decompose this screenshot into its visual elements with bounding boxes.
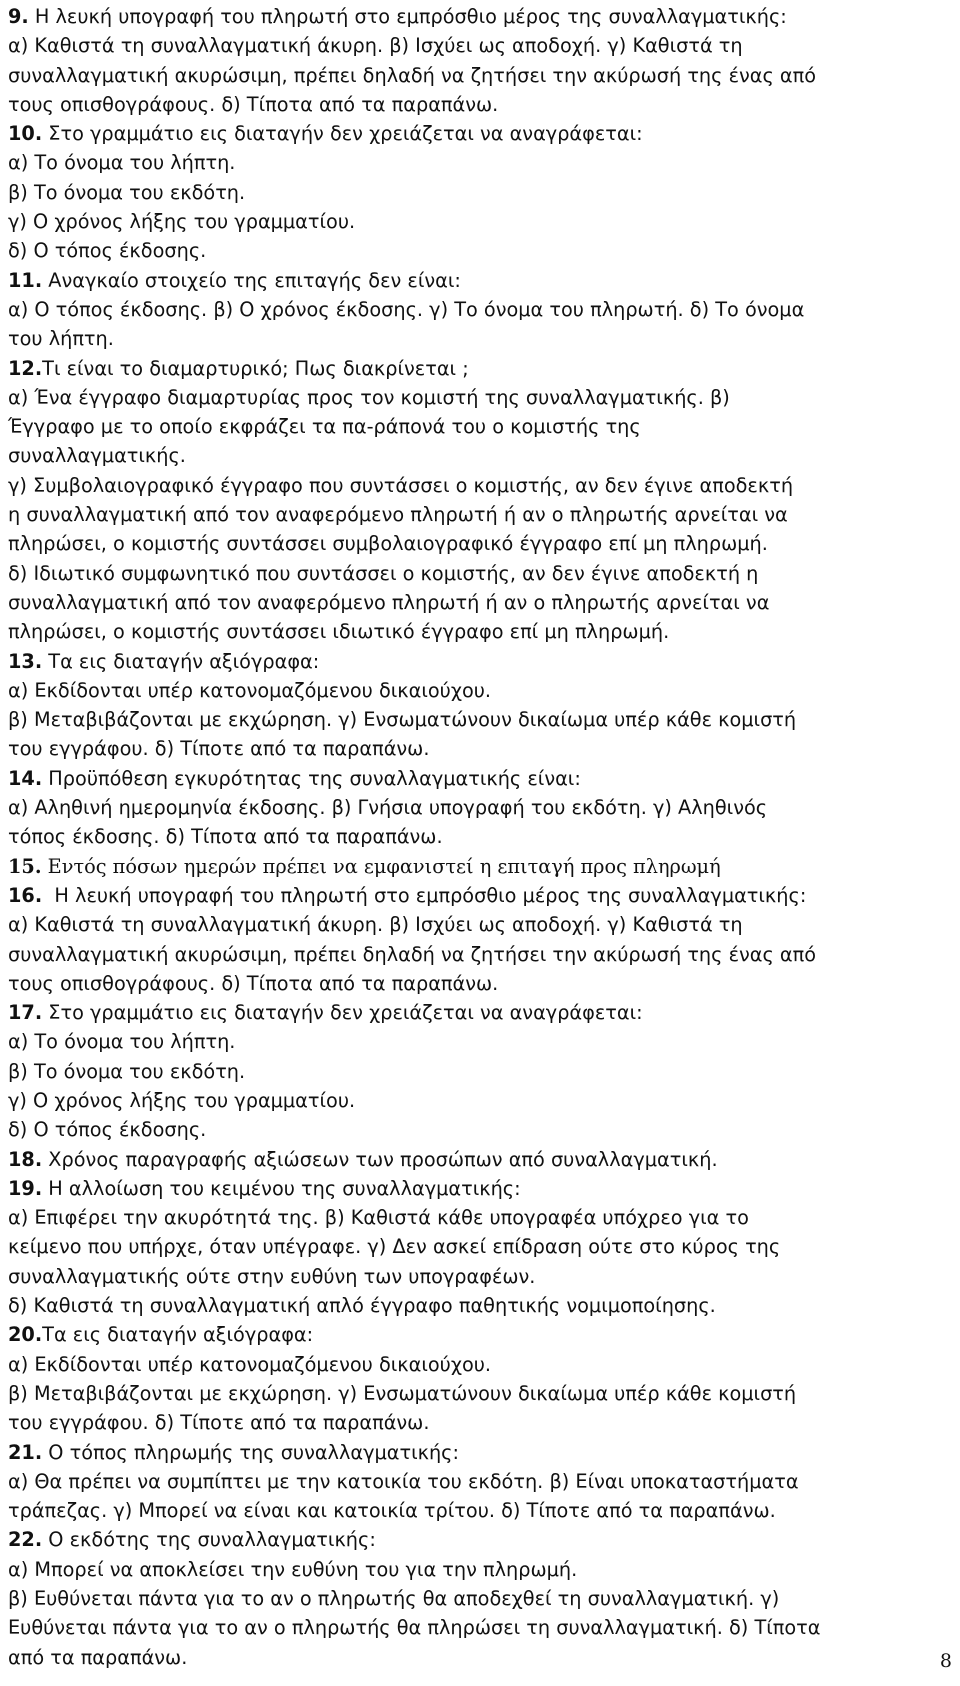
line-text: Έγγραφο με το οποίο εκφράζει τα πα-ράπονά του ο κομιστής της [8, 415, 641, 439]
question-line [8, 647, 944, 676]
text-line [8, 705, 944, 734]
line-text: Τι είναι το διαμαρτυρικό; Πως διακρίνεται ; [42, 356, 469, 380]
text-line [8, 31, 944, 60]
question-line [8, 354, 944, 383]
line-text: Αναγκαίο στοιχείο της επιταγής δεν είναι: [42, 268, 461, 292]
line-text: του λήπτη. [8, 327, 114, 351]
line-text: β) Μεταβιβάζονται με εκχώρηση. γ) Ενσωματώνουν δικαίωμα υπέρ κάθε κομιστή [8, 708, 797, 732]
line-text: τόπος έκδοσης. δ) Τίποτα από τα παραπάνω. [8, 825, 443, 849]
line-text: Η αλλοίωση του κειμένου της συναλλαγματικής: [42, 1176, 521, 1200]
line-text: α) Το όνομα του λήπτη. [8, 151, 236, 175]
question-line [8, 266, 944, 295]
line-text: συναλλαγματικής. [8, 444, 186, 468]
question-line [8, 764, 944, 793]
question-number: 13. [8, 649, 43, 673]
line-text: Στο γραμμάτιο εις διαταγήν δεν χρειάζεται να αναγράφεται: [42, 122, 643, 146]
line-text: η συναλλαγματική από τον αναφερόμενο πληρωτή ή αν ο πληρωτής αρνείται να [8, 503, 788, 527]
line-text: α) Καθιστά τη συναλλαγματική άκυρη. β) Ισχύει ως αποδοχή. γ) Καθιστά τη [8, 34, 743, 58]
line-text: Η λευκή υπογραφή του πληρωτή στο εμπρόσθιο μέρος της συναλλαγματικής: [42, 883, 807, 907]
line-text: Ο εκδότης της συναλλαγματικής: [42, 1528, 376, 1552]
text-line [8, 1584, 944, 1613]
question-number: 22. [8, 1528, 43, 1552]
text-line [8, 529, 944, 558]
line-text: γ) Ο χρόνος λήξης του γραμματίου. [8, 210, 356, 234]
text-line [8, 1467, 944, 1496]
line-text: Η λευκή υπογραφή του πληρωτή στο εμπρόσθιο μέρος της συναλλαγματικής: [28, 5, 787, 28]
question-line [8, 1145, 944, 1174]
line-text: πληρώσει, ο κομιστής συντάσσει ιδιωτικό έγγραφο επί μη πληρωμή. [8, 620, 670, 644]
question-line [8, 881, 944, 910]
question-line [8, 1438, 944, 1467]
question-number: 10. [8, 122, 43, 146]
line-text: τους οπισθογράφους. δ) Τίποτα από τα παραπάνω. [8, 971, 499, 995]
line-text: Τα εις διαταγήν αξιόγραφα: [42, 1323, 314, 1347]
page-number: 8 [939, 1650, 952, 1672]
question-line [8, 1320, 944, 1349]
question-number: 19. [8, 1176, 43, 1200]
text-line [8, 1613, 944, 1642]
text-line [8, 969, 944, 998]
question-number: 14. [8, 766, 43, 790]
text-line [8, 324, 944, 353]
line-text: συναλλαγματική από τον αναφερόμενο πληρωτή ή αν ο πληρωτής αρνείται να [8, 590, 770, 614]
line-text: α) Αληθινή ημερομηνία έκδοσης. β) Γνήσια υπογραφή του εκδότη. γ) Αληθινός [8, 796, 768, 820]
question-number: 11. [8, 268, 43, 292]
line-text: τράπεζας. γ) Μπορεί να είναι και κατοικία τρίτου. δ) Τίποτε από τα παραπάνω. [8, 1499, 776, 1523]
text-line [8, 1350, 944, 1379]
text-line [8, 1555, 944, 1584]
text-line [8, 295, 944, 324]
text-line [8, 1086, 944, 1115]
text-line [8, 1262, 944, 1291]
question-line [8, 119, 944, 148]
text-line [8, 822, 944, 851]
text-line [8, 676, 944, 705]
line-text: συναλλαγματική ακυρώσιμη, πρέπει δηλαδή να ζητήσει την ακύρωσή της ένας από [8, 942, 817, 966]
line-text: Εντός πόσων ημερών πρέπει να εμφανιστεί η επιταγή προς πληρωμή [41, 854, 721, 878]
text-line [8, 178, 944, 207]
line-text: γ) Συμβολαιογραφικό έγγραφο που συντάσσει ο κομιστής, αν δεν έγινε αποδεκτή [8, 473, 794, 497]
line-text: Ευθύνεται πάντα για το αν ο πληρωτής θα πληρώσει τη συναλλαγματική. δ) Τίποτα [8, 1616, 821, 1640]
text-line [8, 1057, 944, 1086]
line-text: γ) Ο χρόνος λήξης του γραμματίου. [8, 1088, 356, 1112]
text-line [8, 1232, 944, 1261]
question-number: 20. [8, 1323, 43, 1347]
text-line [8, 793, 944, 822]
line-text: του εγγράφου. δ) Τίποτε από τα παραπάνω. [8, 1411, 430, 1435]
line-text: α) Το όνομα του λήπτη. [8, 1030, 236, 1054]
text-line [8, 236, 944, 265]
line-text: συναλλαγματική ακυρώσιμη, πρέπει δηλαδή να ζητήσει την ακύρωσή της ένας από [8, 63, 817, 87]
line-text: α) Μπορεί να αποκλείσει την ευθύνη του για την πληρωμή. [8, 1557, 578, 1581]
line-text: Τα εις διαταγήν αξιόγραφα: [42, 649, 320, 673]
line-text: α) Θα πρέπει να συμπίπτει με την κατοικία του εκδότη. β) Είναι υποκαταστήματα [8, 1469, 799, 1493]
question-number: 16. [8, 883, 43, 907]
line-text: δ) Ο τόπος έκδοσης. [8, 239, 207, 263]
line-text: τους οπισθογράφους. δ) Τίποτα από τα παραπάνω. [8, 92, 499, 116]
line-text: του εγγράφου. δ) Τίποτε από τα παραπάνω. [8, 737, 430, 761]
line-text: α) Εκδίδονται υπέρ κατονομαζόμενου δικαιούχου. [8, 1352, 492, 1376]
text-line [8, 588, 944, 617]
text-line [8, 617, 944, 646]
question-line [8, 1525, 944, 1554]
text-line [8, 207, 944, 236]
text-line [8, 559, 944, 588]
line-text: α) Ο τόπος έκδοσης. β) Ο χρόνος έκδοσης. γ) Το όνομα του πληρωτή. δ) Το όνομα [8, 297, 805, 321]
line-text: κείμενο που υπήρχε, όταν υπέγραφε. γ) Δεν ασκεί επίδραση ούτε στο κύρος της [8, 1235, 781, 1259]
text-line [8, 1408, 944, 1437]
line-text: α) Καθιστά τη συναλλαγματική άκυρη. β) Ισχύει ως αποδοχή. γ) Καθιστά τη [8, 913, 743, 937]
text-line [8, 148, 944, 177]
text-line [8, 1379, 944, 1408]
question-line [8, 2, 944, 31]
line-text: πληρώσει, ο κομιστής συντάσσει συμβολαιογραφικό έγγραφο επί μη πληρωμή. [8, 532, 768, 556]
question-number: 21. [8, 1440, 43, 1464]
question-number: 12. [8, 356, 43, 380]
text-line [8, 910, 944, 939]
line-text: δ) Ο τόπος έκδοσης. [8, 1118, 207, 1142]
line-text: δ) Ιδιωτικό συμφωνητικό που συντάσσει ο κομιστής, αν δεν έγινε αποδεκτή η [8, 561, 759, 585]
text-line [8, 412, 944, 441]
text-line [8, 471, 944, 500]
text-line [8, 1027, 944, 1056]
text-line [8, 1643, 944, 1672]
line-text: β) Το όνομα του εκδότη. [8, 180, 246, 204]
question-number: 18. [8, 1147, 43, 1171]
line-text: Χρόνος παραγραφής αξιώσεων των προσώπων από συναλλαγματική. [42, 1147, 718, 1171]
question-line [8, 1174, 944, 1203]
line-text: β) Ευθύνεται πάντα για το αν ο πληρωτής θα αποδεχθεί τη συναλλαγματική. γ) [8, 1587, 780, 1611]
line-text: β) Το όνομα του εκδότη. [8, 1059, 246, 1083]
text-line [8, 90, 944, 119]
text-line [8, 500, 944, 529]
text-line [8, 1203, 944, 1232]
line-text: από τα παραπάνω. [8, 1645, 188, 1669]
line-text: Ο τόπος πληρωμής της συναλλαγματικής: [42, 1440, 459, 1464]
text-line [8, 441, 944, 470]
text-line [8, 61, 944, 90]
text-line [8, 383, 944, 412]
text-line [8, 1115, 944, 1144]
line-text: δ) Καθιστά τη συναλλαγματική απλό έγγραφο παθητικής νομιμοποίησης. [8, 1294, 716, 1318]
line-text: Στο γραμμάτιο εις διαταγήν δεν χρειάζεται να αναγράφεται: [42, 1001, 643, 1025]
line-text: α) Ένα έγγραφο διαμαρτυρίας προς τον κομιστή της συναλλαγματικής. β) [8, 385, 730, 409]
line-text: α) Εκδίδονται υπέρ κατονομαζόμενου δικαιούχου. [8, 678, 492, 702]
text-line [8, 1291, 944, 1320]
text-line [8, 940, 944, 969]
question-line [8, 998, 944, 1027]
line-text: συναλλαγματικής ούτε στην ευθύνη των υπογραφέων. [8, 1264, 536, 1288]
question-line [8, 852, 944, 881]
text-line [8, 734, 944, 763]
line-text: β) Μεταβιβάζονται με εκχώρηση. γ) Ενσωματώνουν δικαίωμα υπέρ κάθε κομιστή [8, 1381, 797, 1405]
question-number: 15. [8, 854, 42, 878]
line-text: α) Επιφέρει την ακυρότητά της. β) Καθιστά κάθε υπογραφέα υπόχρεο για το [8, 1206, 749, 1230]
question-number: 9. [8, 5, 29, 28]
question-number: 17. [8, 1001, 43, 1025]
line-text: Προϋπόθεση εγκυρότητας της συναλλαγματικής είναι: [42, 766, 581, 790]
document-body [8, 2, 944, 1672]
text-line [8, 1496, 944, 1525]
